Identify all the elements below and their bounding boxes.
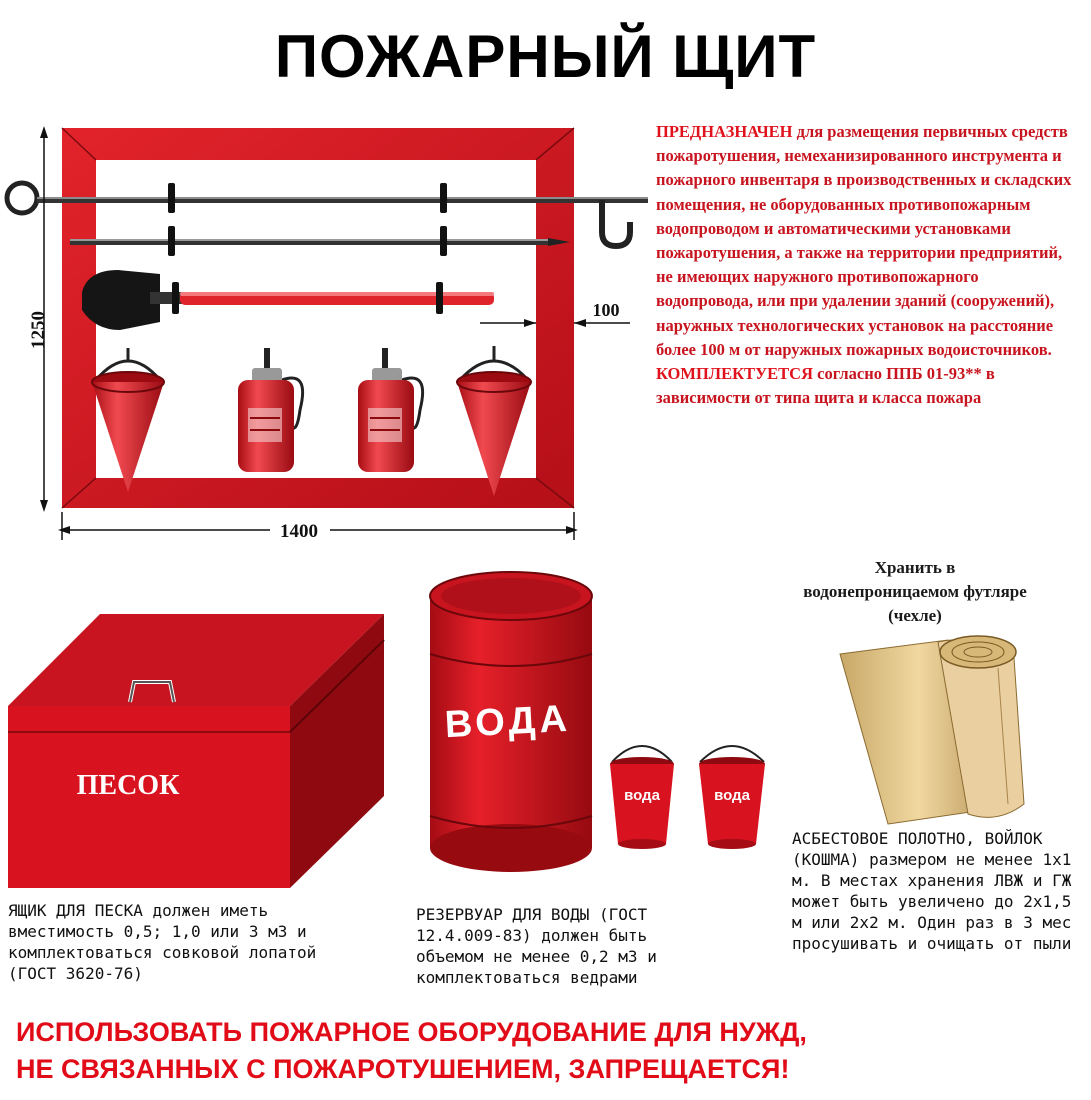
- dimension-gap-label: 100: [592, 300, 620, 320]
- koshma-roll-illustration: [828, 628, 1058, 828]
- description-body-2: согласно ППБ 01-93** в зависимости от типа щита и класса пожара: [656, 364, 995, 408]
- warning-banner: [16, 1014, 1086, 1088]
- dimension-width-label: 1400: [280, 521, 318, 542]
- water-bucket-right-icon: [699, 746, 765, 849]
- fire-shield-illustration: [0, 110, 650, 550]
- warning-line-1: ИСПОЛЬЗОВАТЬ ПОЖАРНОЕ ОБОРУДОВАНИЕ ДЛЯ НУЖД,: [16, 1017, 807, 1047]
- water-bucket-left-label: вода: [624, 787, 660, 804]
- water-bucket-left-icon: [610, 746, 674, 849]
- description-lead-2: КОМПЛЕКТУЕТСЯ: [656, 364, 814, 384]
- water-buckets-illustration: [600, 736, 780, 856]
- warning-line-2: НЕ СВЯЗАННЫХ С ПОЖАРОТУШЕНИЕМ, ЗАПРЕЩАЕТСЯ!: [16, 1054, 790, 1084]
- page-title: ПОЖАРНЫЙ ЩИТ: [274, 23, 817, 90]
- sand-box-label: ПЕСОК: [76, 770, 180, 801]
- water-tank-illustration: [424, 566, 604, 878]
- description-lead: ПРЕДНАЗНАЧЕН: [656, 122, 793, 141]
- koshma-caption: АСБЕСТОВОЕ ПОЛОТНО, ВОЙЛОК (КОШМА) размером не менее 1х1 м. В местах хранения ЛВЖ и ГЖ может быть увеличено до 2х1,5 м или 2х2 м. Один раз в 3 мес просушивать и очищать от пыли: [792, 829, 1072, 953]
- koshma-storage-note: Хранить в водонепроницаемом футляре (чехле): [803, 558, 1027, 625]
- description-body: для размещения первичных средств пожаротушения, немеханизированного инструмента и пожарного инвентаря в производственных и складских помещения, не оборудованных противопожарным водопроводом и автоматическими установками пожаротушения, а также на территории предприятий, не имеющих наружного противопожарного водопровода, или при удалении зданий (сооружений), наружных технологических установок на расстояние более 100 м от наружных пожарных водоисточников.: [656, 122, 1072, 359]
- water-bucket-right-label: вода: [714, 787, 750, 804]
- sand-box-illustration: [0, 606, 390, 896]
- sand-box-caption: ЯЩИК ДЛЯ ПЕСКА должен иметь вместимость 0,5; 1,0 или 3 м3 и комплектоваться совковой лопатой (ГОСТ 3620-76): [8, 901, 317, 983]
- shield-description: [656, 120, 1076, 410]
- water-tank-label: ВОДА: [443, 697, 572, 747]
- dimension-height-label: 1250: [28, 311, 49, 349]
- water-tank-caption: РЕЗЕРВУАР ДЛЯ ВОДЫ (ГОСТ 12.4.009-83) должен быть объемом не менее 0,2 м3 и комплектоваться ведрами: [416, 905, 657, 987]
